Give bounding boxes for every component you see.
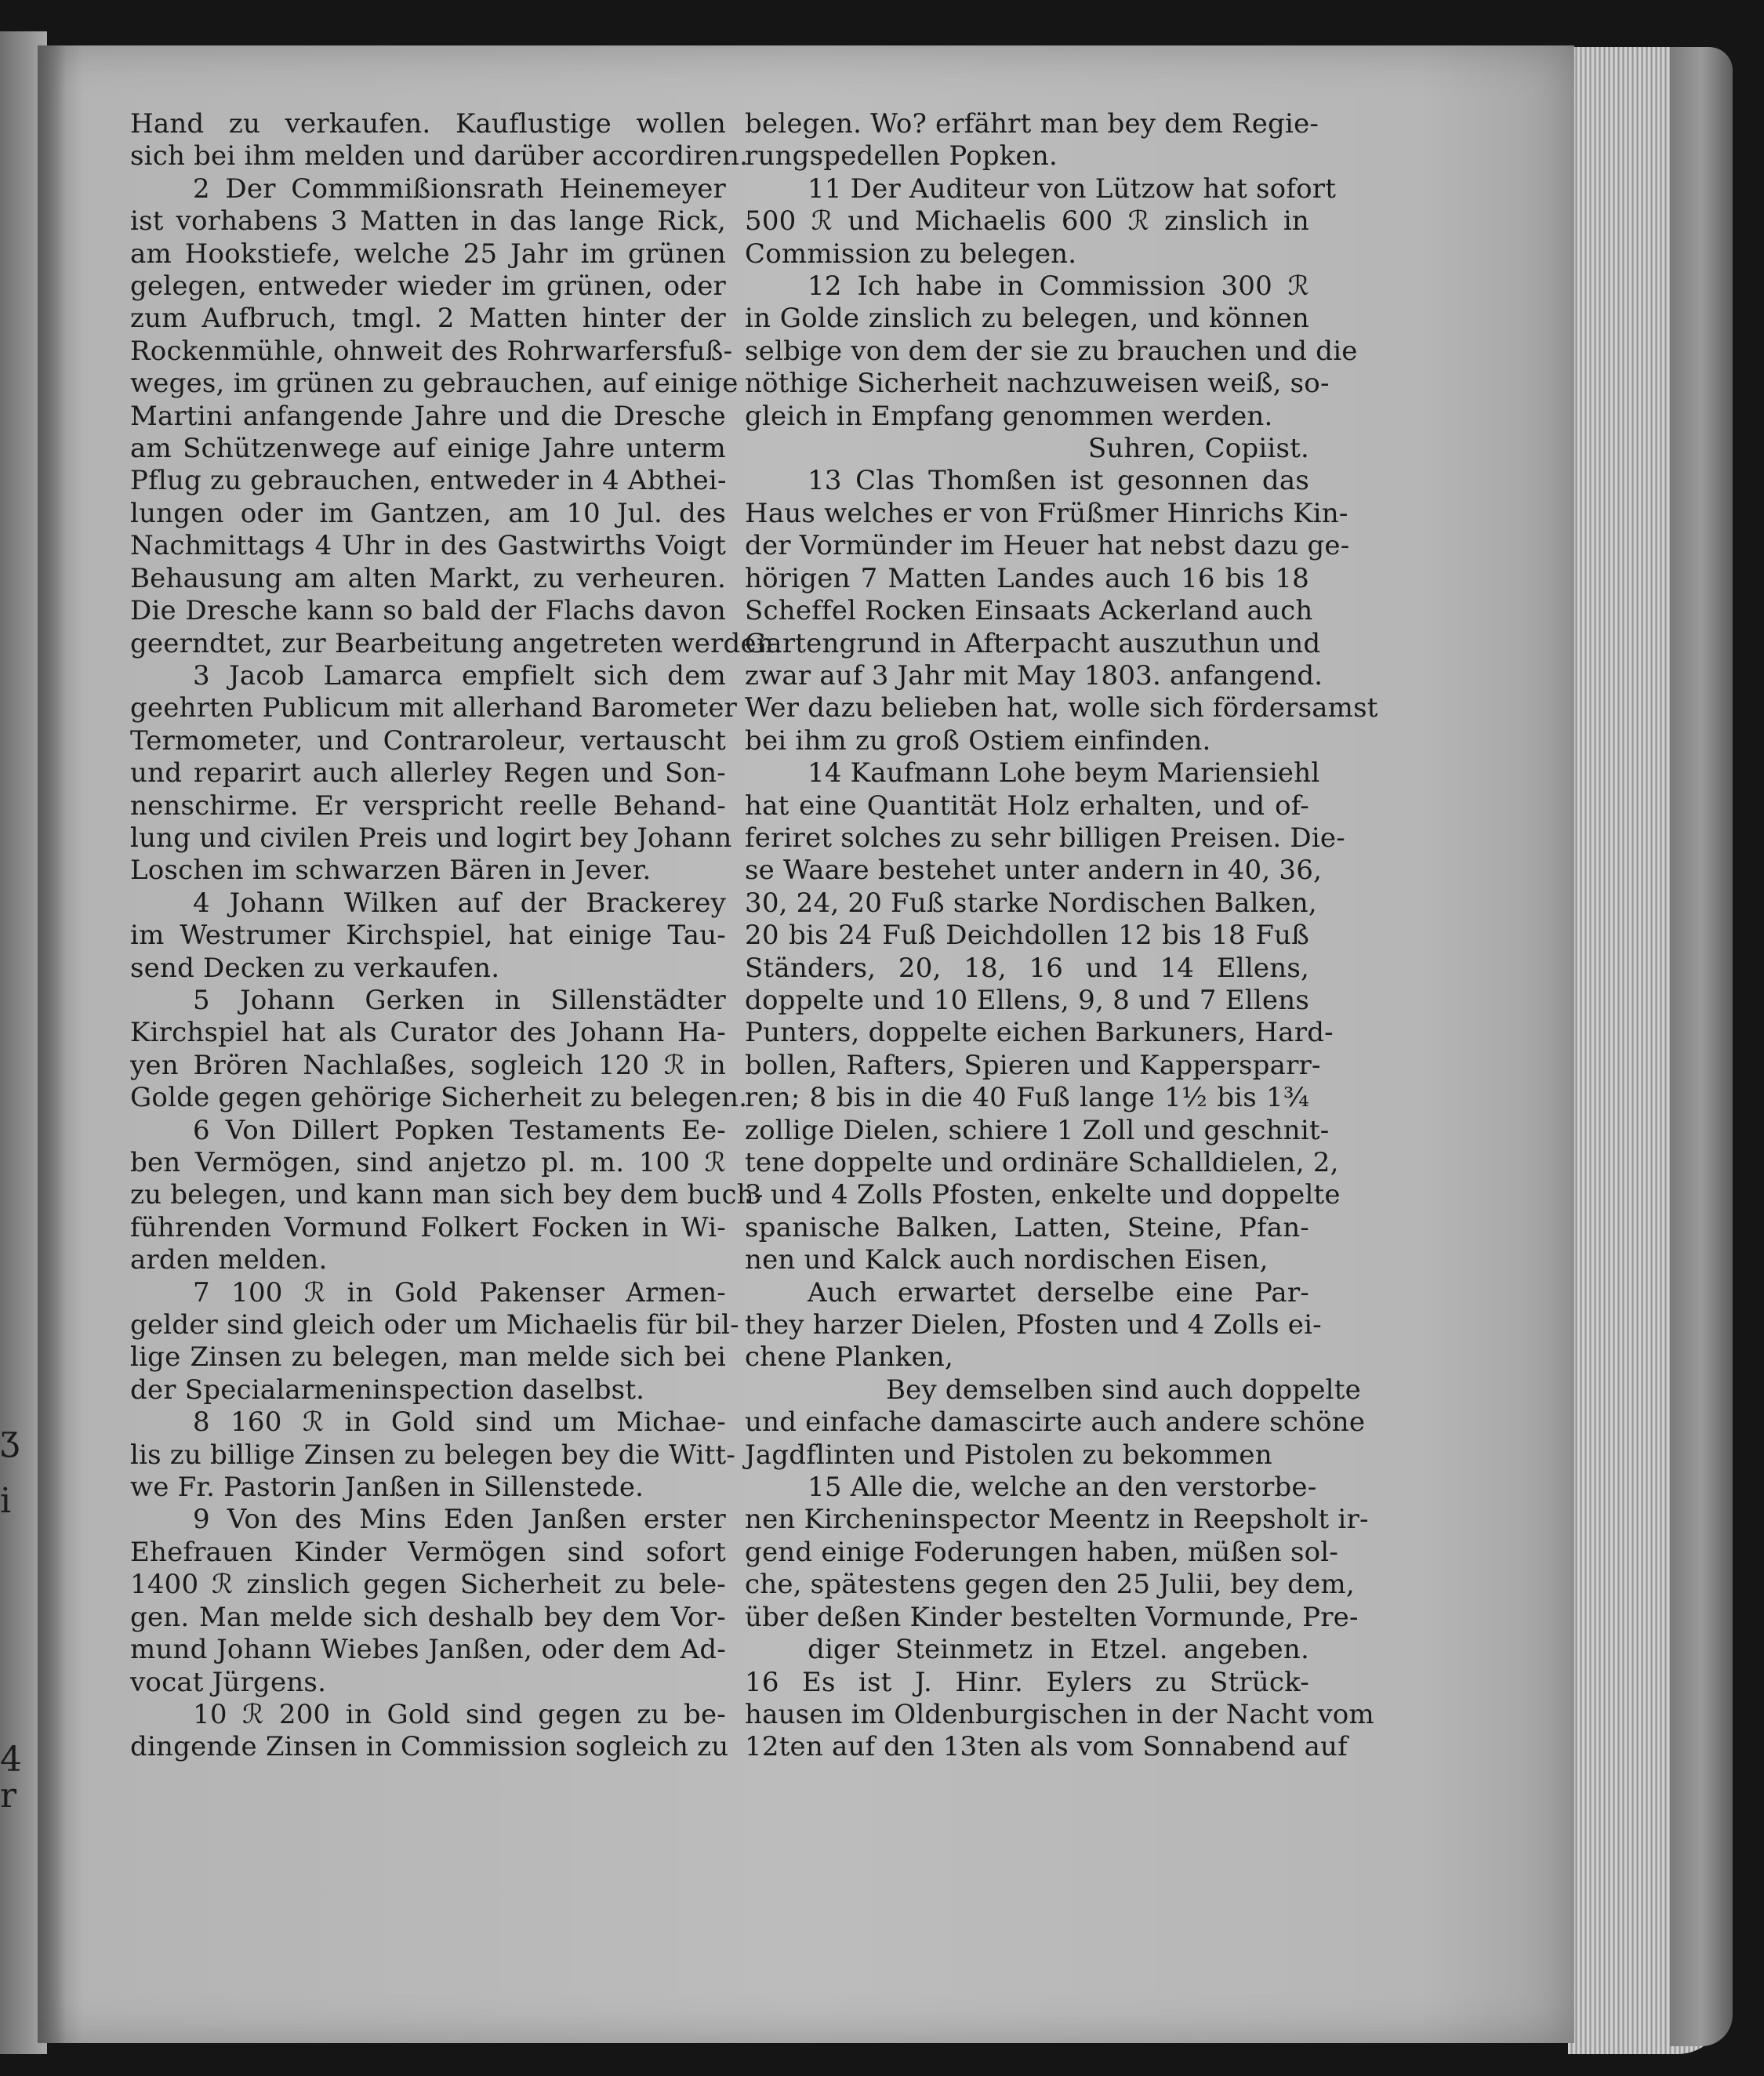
text-line: lungen oder im Gantzen, am 10 Jul. des: [130, 497, 726, 529]
text-line: geerndtet, zur Bearbeitung angetreten werden.: [130, 627, 782, 659]
text-line: und reparirt auch allerley Regen und Son-: [130, 757, 726, 789]
text-line: und einfache damascirte auch andere schöne: [745, 1406, 1366, 1439]
text-line: 2 Der Commmißionsrath Heinemeyer: [193, 172, 726, 205]
text-line: sich bei ihm melden und darüber accordiren.: [130, 140, 749, 172]
text-line: Loschen im schwarzen Bären in Jever.: [130, 855, 652, 887]
text-line: gen. Man melde sich deshalb bey dem Vor-: [130, 1601, 726, 1633]
text-line: ben Vermögen, sind anjetzo pl. m. 100 ℛ: [130, 1147, 726, 1178]
text-line: 12ten auf den 13ten als vom Sonnabend auf: [745, 1731, 1348, 1763]
text-line: feriret solches zu sehr billigen Preisen. Die-: [745, 822, 1345, 854]
text-line: hörigen 7 Matten Landes auch 16 bis 18: [745, 562, 1309, 594]
text-line: hausen im Oldenburgischen in der Nacht vom: [745, 1698, 1374, 1730]
text-line: Gartengrund in Afterpacht auszuthun und: [745, 627, 1321, 659]
text-line: Ständers, 20, 18, 16 und 14 Ellens,: [745, 952, 1309, 984]
text-line: 1400 ℛ zinslich gegen Sicherheit zu bele-: [130, 1569, 726, 1601]
text-line: im Westrumer Kirchspiel, hat einige Tau-: [130, 920, 726, 952]
text-line: 3 Jacob Lamarca empfielt sich dem: [193, 659, 726, 691]
text-line: 11 Der Auditeur von Lützow hat sofort: [808, 172, 1337, 205]
text-line: Hand zu verkaufen. Kauflustige wollen: [130, 108, 726, 140]
text-line: 9 Von des Mins Eden Janßen erster: [193, 1504, 726, 1536]
text-line: führenden Vormund Folkert Focken in Wi-: [130, 1211, 726, 1243]
text-line: Die Dresche kann so bald der Flachs davon: [130, 595, 726, 627]
text-line: send Decken zu verkaufen.: [130, 952, 500, 984]
text-line: dingende Zinsen in Commission sogleich zu: [130, 1731, 729, 1763]
text-line: Punters, doppelte eichen Barkuners, Hard-: [745, 1017, 1334, 1049]
text-line: bei ihm zu groß Ostiem einfinden.: [745, 724, 1211, 757]
text-line: lige Zinsen zu belegen, man melde sich bei: [130, 1341, 726, 1374]
text-line: hat eine Quantität Holz erhalten, und of-: [745, 789, 1309, 822]
text-line: yen Brören Nachlaßes, sogleich 120 ℛ in: [130, 1049, 726, 1081]
text-line: bollen, Rafters, Spieren und Kappersparr-: [745, 1049, 1321, 1081]
text-line: nenschirme. Er verspricht reelle Behand-: [130, 789, 726, 822]
text-line: nöthige Sicherheit nachzuweisen weiß, so-: [745, 368, 1330, 400]
text-line: chene Planken,: [745, 1341, 954, 1374]
text-line: 14 Kaufmann Lohe beym Mariensiehl: [808, 757, 1320, 789]
text-line: 10 ℛ 200 in Gold sind gegen zu be-: [193, 1698, 726, 1730]
text-line: 3 und 4 Zolls Pfosten, enkelte und doppelte: [745, 1179, 1341, 1211]
left-edge-mark: i: [0, 1481, 12, 1521]
text-line: nen Kircheninspector Meentz in Reepsholt ir-: [745, 1504, 1369, 1536]
text-line: 5 Johann Gerken in Sillenstädter: [193, 984, 726, 1016]
left-edge-mark: 4: [0, 1740, 22, 1780]
text-line: Rockenmühle, ohnweit des Rohrwarfersfuß-: [130, 335, 733, 367]
text-line: Commission zu belegen.: [745, 238, 1077, 270]
text-line: belegen. Wo? erfährt man bey dem Regie-: [745, 108, 1319, 140]
text-line: mund Johann Wiebes Janßen, oder dem Ad-: [130, 1634, 726, 1666]
text-line: 15 Alle die, welche an den verstorbe-: [808, 1472, 1317, 1504]
text-line: geehrten Publicum mit allerhand Barometer: [130, 692, 738, 724]
text-line: gend einige Foderungen haben, müßen sol-: [745, 1536, 1339, 1568]
text-line: zollige Dielen, schiere 1 Zoll und geschnit-: [745, 1114, 1330, 1146]
text-line: Wer dazu belieben hat, wolle sich fördersamst: [745, 692, 1378, 724]
text-line: tene doppelte und ordinäre Schalldielen, 2,: [745, 1147, 1339, 1178]
text-line: 16 Es ist J. Hinr. Eylers zu Strück-: [745, 1666, 1309, 1698]
text-line: Martini anfangende Jahre und die Dresche: [130, 400, 726, 432]
text-line: arden melden.: [130, 1244, 328, 1276]
text-line: 30, 24, 20 Fuß starke Nordischen Balken,: [745, 887, 1317, 919]
text-line: zwar auf 3 Jahr mit May 1803. anfangend.: [745, 659, 1323, 691]
text-line: über deßen Kinder bestelten Vormunde, Pre-: [745, 1601, 1359, 1633]
text-line: 500 ℛ und Michaelis 600 ℛ zinslich in: [745, 205, 1309, 238]
text-line: Jagdflinten und Pistolen zu bekommen: [745, 1439, 1272, 1471]
text-line: Termometer, und Contraroleur, vertauscht: [130, 724, 726, 757]
text-line: gleich in Empfang genommen werden.: [745, 400, 1273, 432]
text-line: se Waare bestehet unter andern in 40, 36,: [745, 855, 1323, 887]
left-text-column: [130, 108, 782, 1764]
text-line: 8 160 ℛ in Gold sind um Michae-: [193, 1406, 726, 1439]
text-line: selbige von dem der sie zu brauchen und die: [745, 335, 1358, 367]
text-line: in Golde zinslich zu belegen, und können: [745, 303, 1309, 335]
text-line: Scheffel Rocken Einsaats Ackerland auch: [745, 595, 1313, 627]
left-edge-mark: r: [0, 1776, 17, 1816]
text-line: ist vorhabens 3 Matten in das lange Rick,: [130, 205, 726, 238]
text-line: Haus welches er von Früßmer Hinrichs Kin-: [745, 497, 1348, 529]
text-line: spanische Balken, Latten, Steine, Pfan-: [745, 1211, 1309, 1243]
page-gutter-shadow: [38, 45, 66, 2043]
text-line: 7 100 ℛ in Gold Pakenser Armen-: [193, 1276, 726, 1308]
text-line: doppelte und 10 Ellens, 9, 8 und 7 Ellens: [745, 984, 1309, 1016]
text-line: am Schützenwege auf einige Jahre unterm: [130, 433, 726, 465]
text-line: zu belegen, und kann man sich bey dem buch-: [130, 1179, 764, 1211]
text-line: Suhren, Copiist.: [1087, 433, 1309, 465]
text-line: nen und Kalck auch nordischen Eisen,: [745, 1244, 1269, 1276]
text-line: we Fr. Pastorin Janßen in Sillenstede.: [130, 1472, 644, 1504]
text-line: der Vormünder im Heuer hat nebst dazu ge-: [745, 530, 1350, 562]
text-line: vocat Jürgens.: [130, 1666, 327, 1698]
text-line: am Hookstiefe, welche 25 Jahr im grünen: [130, 238, 726, 270]
text-line: Pflug zu gebrauchen, entweder in 4 Abthei-: [130, 465, 727, 497]
text-line: Kirchspiel hat als Curator des Johann Ha-: [130, 1017, 726, 1049]
text-line: 20 bis 24 Fuß Deichdollen 12 bis 18 Fuß: [745, 920, 1309, 952]
text-line: weges, im grünen zu gebrauchen, auf einige: [130, 368, 739, 400]
text-line: 4 Johann Wilken auf der Brackerey: [193, 887, 726, 919]
text-line: gelder sind gleich oder um Michaelis für bil-: [130, 1309, 739, 1341]
text-line: Behausung am alten Markt, zu verheuren.: [130, 562, 726, 594]
text-line: 6 Von Dillert Popken Testaments Ee-: [193, 1114, 726, 1146]
text-line: Bey demselben sind auch doppelte: [886, 1374, 1361, 1406]
text-line: 13 Clas Thomßen ist gesonnen das: [808, 465, 1309, 497]
book-cover-edge: [1670, 47, 1733, 2046]
text-line: ren; 8 bis in die 40 Fuß lange 1½ bis 1¾: [745, 1082, 1309, 1114]
text-line: 12 Ich habe in Commission 300 ℛ: [808, 270, 1309, 303]
text-line: lung und civilen Preis und logirt bey Johann: [130, 822, 732, 854]
right-text-column: [745, 108, 1378, 1764]
text-line: Nachmittags 4 Uhr in des Gastwirths Voigt: [130, 530, 726, 562]
text-line: Ehefrauen Kinder Vermögen sind sofort: [130, 1536, 726, 1568]
text-line: Golde gegen gehörige Sicherheit zu belegen.: [130, 1082, 748, 1114]
text-line: lis zu billige Zinsen zu belegen bey die Witt-: [130, 1439, 736, 1471]
text-line: they harzer Dielen, Pfosten und 4 Zolls ei-: [745, 1309, 1322, 1341]
text-line: der Specialarmeninspection daselbst.: [130, 1374, 645, 1406]
text-line: che, spätestens gegen den 25 Julii, bey dem,: [745, 1569, 1355, 1601]
text-line: rungspedellen Popken.: [745, 140, 1058, 172]
left-edge-mark: ʒ: [0, 1418, 20, 1458]
text-line: diger Steinmetz in Etzel. angeben.: [808, 1634, 1309, 1666]
text-line: gelegen, entweder wieder im grünen, oder: [130, 270, 726, 303]
text-line: zum Aufbruch, tmgl. 2 Matten hinter der: [130, 303, 726, 335]
text-line: Auch erwartet derselbe eine Par-: [808, 1276, 1309, 1308]
